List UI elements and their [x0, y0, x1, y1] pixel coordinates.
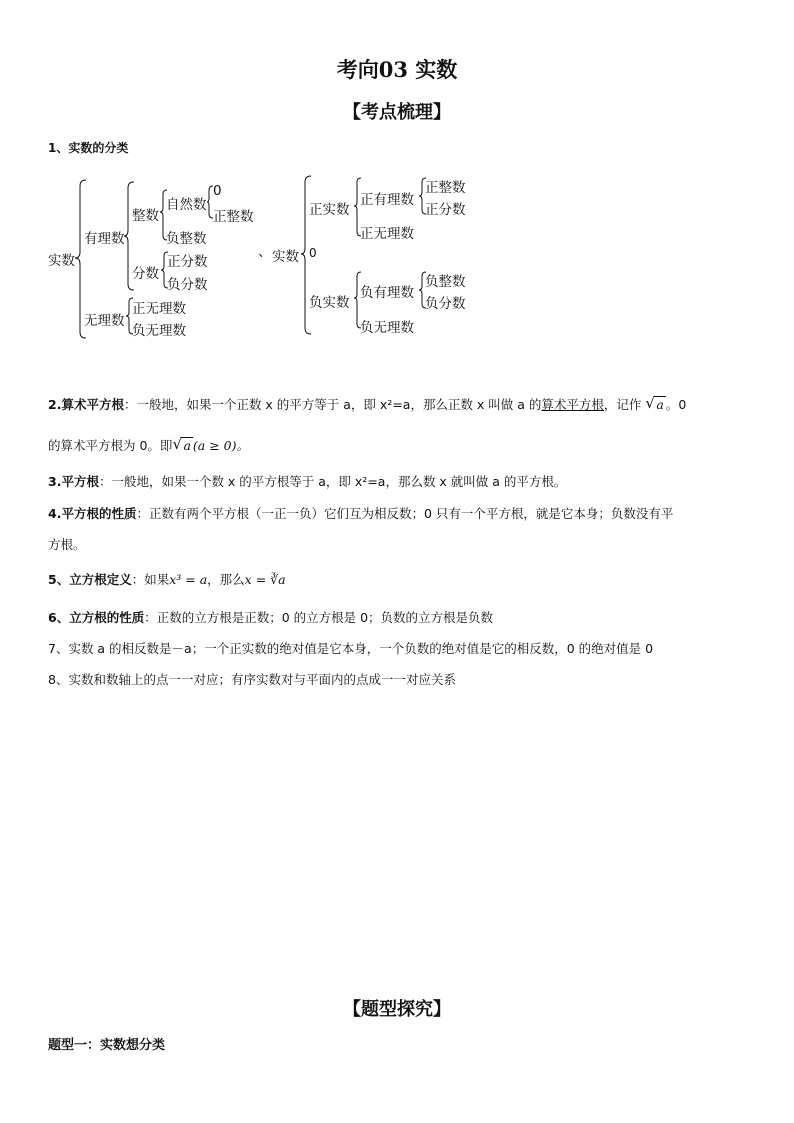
item-sqrt: 3.平方根：一般地，如果一个数 x 的平方根等于 a，即 x²=a，那么数 x 就叫做 a 的平方根。	[48, 474, 567, 489]
tree2-pos-irr: 正无理数	[360, 226, 414, 242]
type-one-heading: 题型一：实数想分类	[48, 1038, 166, 1053]
tree1-neg-irr: 负无理数	[132, 323, 186, 339]
tree2-pos-real: 正实数	[309, 202, 350, 218]
classification-heading: 1、实数的分类	[48, 141, 129, 155]
tree1-rational: 有理数	[84, 231, 125, 247]
item-arith-sqrt-text-c: 。0	[665, 397, 687, 412]
item-arith-sqrt-text-b: ，记作	[603, 397, 642, 412]
tree2-neg-real: 负实数	[309, 295, 350, 311]
section-heading-types: 【题型探究】	[343, 999, 451, 1020]
tree1-pos-int: 正整数	[213, 209, 254, 225]
tree2-zero: 0	[309, 246, 317, 260]
item-cube-root-def: 5、立方根定义：如果x³ = a，那么x = ∛a	[48, 572, 286, 587]
item-arith-sqrt-term: 算术平方根	[541, 397, 604, 412]
tree1-pos-frac: 正分数	[167, 254, 208, 270]
tree2-neg-irr: 负无理数	[360, 320, 414, 336]
tree1-pos-irr: 正无理数	[132, 301, 186, 317]
sqrt-symbol-2: √ a	[172, 435, 191, 453]
item-sqrt-props: 4.平方根的性质：正数有两个平方根（一正一负）它们互为相反数；0 只有一个平方根，就是它本身；负数没有平	[48, 506, 674, 521]
item-number-line: 8、实数和数轴上的点一一对应；有序实数对与平面内的点成一一对应关系	[48, 672, 456, 687]
sqrt-symbol: √ a	[645, 394, 664, 412]
item-arith-sqrt	[48, 395, 686, 413]
tree1-root: 实数	[48, 253, 75, 269]
tree-separator: 、	[258, 244, 272, 260]
page-title: 考向03 实数	[336, 57, 458, 82]
tree2-pos-rat: 正有理数	[360, 192, 414, 208]
item-arith-sqrt-text: ：一般地，如果一个正数 x 的平方等于 a，即 x²=a，那么正数 x 叫做 a 的	[123, 397, 542, 412]
tree1-irrational: 无理数	[84, 313, 125, 329]
tree2-neg-int: 负整数	[425, 274, 466, 290]
section-heading-review: 【考点梳理】	[343, 102, 451, 123]
tree1-neg-int: 负整数	[166, 231, 207, 247]
item-arith-sqrt-line2: 的算术平方根为 0。即 √ a (a ≥ 0)。	[48, 435, 249, 453]
tree1-zero: 0	[213, 183, 222, 199]
tree2-neg-rat: 负有理数	[360, 285, 414, 301]
tree1-integer: 整数	[132, 208, 159, 224]
tree1-fraction: 分数	[132, 266, 159, 282]
item-opposite: 7、实数 a 的相反数是－a；一个正实数的绝对值是它本身，一个负数的绝对值是它的相反数，0 的绝对值是 0	[48, 641, 654, 656]
tree1-neg-frac: 负分数	[167, 277, 208, 293]
tree2-root: 实数	[272, 249, 299, 265]
item-arith-sqrt-label: 2.算术平方根	[48, 397, 124, 412]
tree2-pos-frac: 正分数	[425, 202, 466, 218]
tree1-natural: 自然数	[166, 197, 207, 213]
item-sqrt-props-line2: 方根。	[48, 537, 86, 552]
item-cube-root-props: 6、立方根的性质：正数的立方根是正数；0 的立方根是 0；负数的立方根是负数	[48, 610, 494, 625]
tree2-neg-frac: 负分数	[425, 296, 466, 312]
tree2-pos-int: 正整数	[425, 180, 466, 196]
